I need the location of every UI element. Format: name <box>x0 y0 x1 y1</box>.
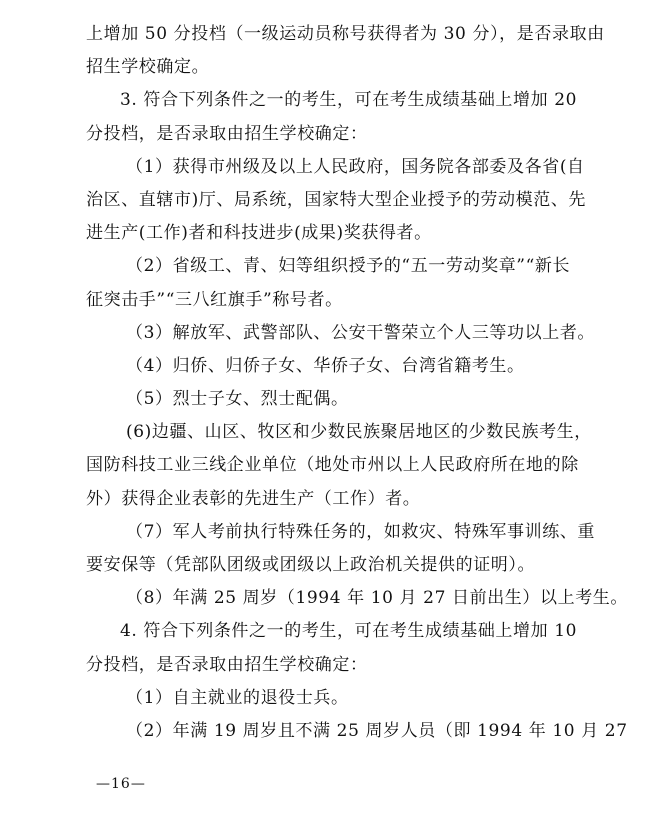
list-item: （7）军人考前执行特殊任务的，如救灾、特殊军事训练、重 <box>126 521 596 542</box>
list-item: (6)边疆、山区、牧区和少数民族聚居地区的少数民族考生， <box>126 422 592 443</box>
text-line: 进生产(工作)者和科技进步(成果)奖获得者。 <box>86 223 432 244</box>
text-line: 分投档，是否录取由招生学校确定： <box>86 654 368 675</box>
list-item: （5）烈士子女、烈士配偶。 <box>126 389 349 410</box>
list-item: （2）年满 19 周岁且不满 25 周岁人员（即 1994 年 10 月 27 <box>126 720 628 741</box>
page-number: —16— <box>96 776 146 792</box>
text-line: 分投档，是否录取由招生学校确定： <box>86 123 368 144</box>
text-line: 要安保等（凭部队团级或团级以上政治机关提供的证明）。 <box>86 555 536 575</box>
text-line: 征突击手”“三八红旗手”称号者。 <box>86 289 343 310</box>
text-line: 上增加 50 分投档（一级运动员称号获得者为 30 分），是否录取由 <box>86 24 605 44</box>
section-heading: 4. 符合下列条件之一的考生，可在考生成绩基础上增加 10 <box>120 621 578 642</box>
text-line: 治区、直辖市)厅、局系统，国家特大型企业授予的劳动模范、先 <box>86 189 587 210</box>
text-line: 招生学校确定。 <box>86 57 210 78</box>
list-item: （1）获得市州级及以上人民政府，国务院各部委及各省(自 <box>126 156 585 177</box>
list-item: （8）年满 25 周岁（1994 年 10 月 27 日前出生）以上考生。 <box>126 588 629 609</box>
text-line: 国防科技工业三线企业单位（地处市州以上人民政府所在地的除 <box>86 455 579 476</box>
section-heading: 3. 符合下列条件之一的考生，可在考生成绩基础上增加 20 <box>120 90 578 111</box>
document-body <box>86 18 629 748</box>
list-item: （3）解放军、武警部队、公安干警荣立个人三等功以上者。 <box>126 322 596 343</box>
list-item: （1）自主就业的退役士兵。 <box>126 687 349 708</box>
list-item: （4）归侨、归侨子女、华侨子女、台湾省籍考生。 <box>126 355 525 376</box>
list-item: （2）省级工、青、妇等组织授予的“五一劳动奖章”“新长 <box>126 256 571 277</box>
text-line: 外）获得企业表彰的先进生产（工作）者。 <box>86 488 421 509</box>
